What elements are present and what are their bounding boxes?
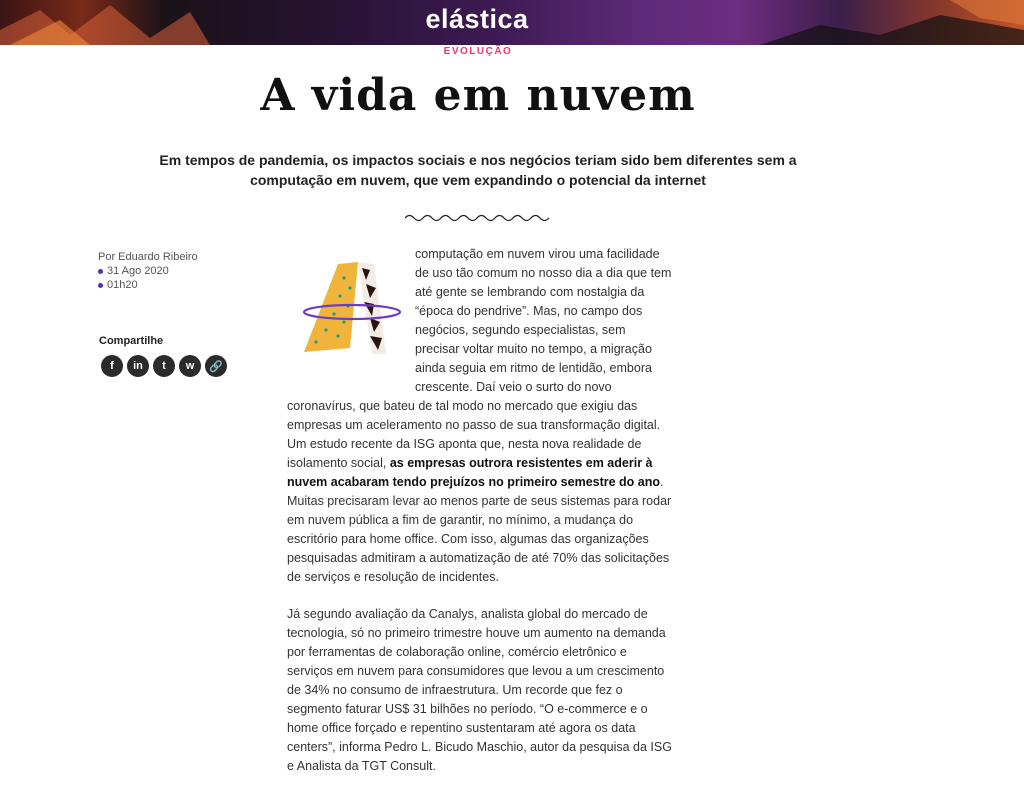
linkedin-icon: in [133, 360, 143, 372]
facebook-share-button[interactable] [101, 355, 123, 377]
whatsapp-share-button[interactable] [179, 355, 201, 377]
wavy-divider [405, 213, 551, 223]
p1-highlight: as empresas outrora resistentes em aderir à nuvem acabaram tendo prejuízos no primeiro semestre do ano [287, 456, 661, 489]
paragraph-2: Já segundo avaliação da Canalys, analista global do mercado de tecnologia, só no primeiro trimestre houve um aumento na demanda por ferramentas de colaboração online, comércio eletrônico e serviços em nuvem para consumidores que levou a um crescimento de 34% no consumo de infraestrutura. Um recorde que fez o segmento faturar US$ 31 bilhões no período. “O e-commerce e o home office forçado e repentino sustentaram até agora os data centers”, informa Pedro L. Bicudo Maschio, autor da pesquisa da ISG e Analista da TGT Consult. [287, 607, 672, 773]
twitter-share-button[interactable] [153, 355, 175, 377]
header-banner [0, 0, 1024, 45]
article-meta [98, 250, 198, 292]
article-body [287, 245, 672, 794]
time-bullet-icon [98, 283, 103, 288]
reading-time: 01h20 [107, 279, 138, 291]
site-logo[interactable]: elástica [425, 4, 529, 34]
whatsapp-icon: w [185, 360, 195, 372]
twitter-icon: t [162, 360, 166, 372]
p1-text-end: . Muitas precisaram levar ao menos parte de seus sistemas para rodar em nuvem pública a fim de garantir, no mínimo, a mudança do escritório para home office. Com isso, algumas das organizações pesquisadas admitiram a automatização de até 70% das solicitações de serviços e resolução de incidentes. [287, 475, 672, 584]
linkedin-share-button[interactable] [127, 355, 149, 377]
copy-link-button[interactable] [205, 355, 227, 377]
publish-date: 31 Ago 2020 [107, 265, 169, 277]
share-label: Compartilhe [99, 335, 164, 347]
date-bullet-icon [98, 269, 103, 274]
author: Por Eduardo Ribeiro [98, 251, 198, 263]
article-subtitle: Em tempos de pandemia, os impactos sociais e nos negócios teriam sido bem diferentes sem a computação em nuvem, que vem expandindo o potencial da internet [159, 152, 797, 188]
share-buttons [101, 355, 227, 377]
link-icon: 🔗 [209, 360, 223, 373]
page-title: A vida em nuvem [260, 70, 696, 121]
p1-text: computação em nuvem virou uma facilidade de uso tão comum no nosso dia a dia que tem até gente se lembrando com nostalgia da “época do pendrive”. Mas, no campo dos negócios, segundo especialistas, sem precisar voltar muito no tempo, a migração ainda seguia em ritmo de lentidão, embora crescente. Daí veio o surto do novo coronavírus, que bateu de tal modo no mercado que exigiu das empresas um aceleramento no passo de sua transformação digital. Um estudo recente da ISG aponta que, nesta nova realidade de isolamento social, [287, 247, 672, 470]
facebook-icon: f [110, 360, 114, 372]
section-label[interactable]: EVOLUÇÃO [443, 46, 513, 57]
